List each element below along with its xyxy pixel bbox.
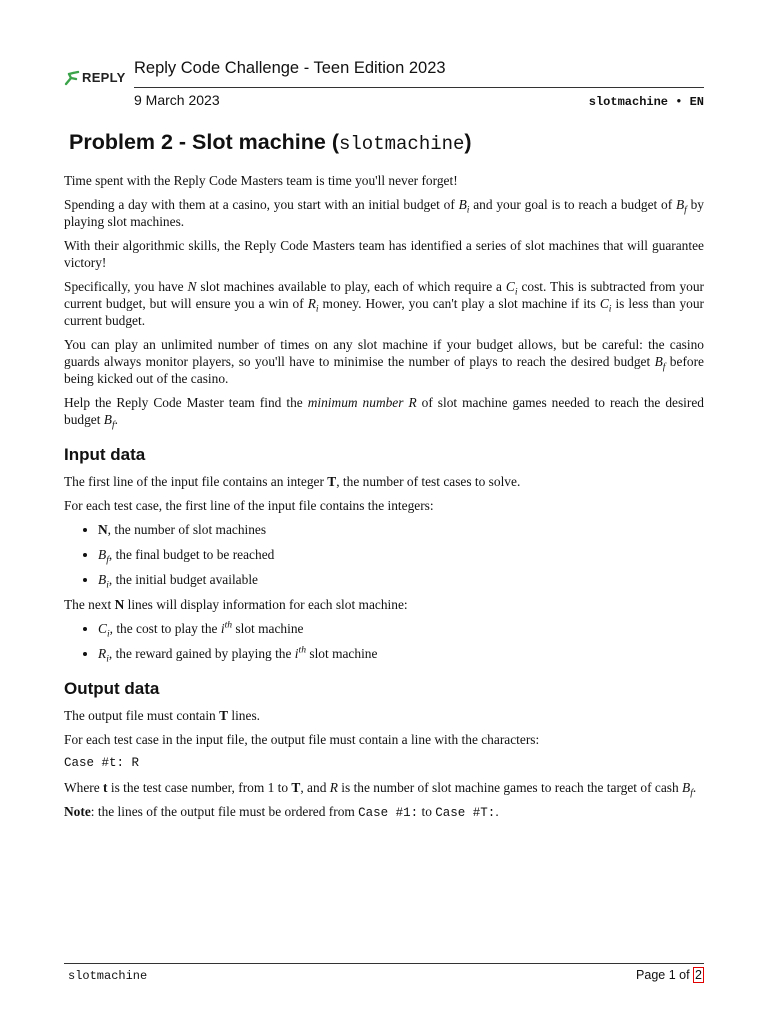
math-r: R: [408, 395, 417, 410]
input-list-2: [64, 619, 704, 665]
text: money. Hower, you can't play a slot machine if its: [318, 296, 600, 311]
math-subscript: f: [111, 419, 115, 431]
math-symbol: B: [654, 354, 663, 369]
page-total-link[interactable]: 2: [695, 968, 702, 982]
math-symbol: R: [307, 296, 316, 311]
output-paragraph-3: [64, 779, 704, 799]
text: before being kicked out of the casino.: [64, 354, 705, 386]
text: , the final budget to be reached: [108, 547, 275, 562]
bold-t-lower: t: [103, 780, 108, 795]
problem-title-suffix: ): [464, 130, 472, 154]
output-format-code: Case #t: R: [64, 756, 140, 770]
math-symbol: C: [599, 296, 609, 311]
text: , the cost to play the: [109, 621, 221, 636]
text: .: [114, 412, 119, 427]
footer-page-number: [636, 968, 704, 982]
math-ci: [98, 621, 110, 640]
problem-title-text: Problem 2 - Slot machine (: [69, 130, 339, 154]
bold-n: N: [114, 597, 125, 612]
intro-paragraph-4: [64, 278, 704, 329]
output-paragraph-1: [64, 707, 704, 724]
math-subscript: f: [106, 554, 109, 566]
text: Specifically, you have: [64, 279, 188, 294]
list-item: [98, 619, 704, 640]
math-ri: [307, 296, 319, 315]
header-title: Reply Code Challenge - Teen Edition 2023: [134, 59, 446, 77]
text: slot machines available to play, each of which require a: [196, 279, 506, 294]
math-symbol: C: [505, 279, 515, 294]
text: lines.: [228, 708, 261, 723]
intro-paragraph-6: [64, 394, 704, 431]
math-subscript: f: [690, 787, 693, 799]
text: The next: [64, 597, 115, 612]
math-symbol: i: [294, 646, 299, 661]
text: , the initial budget available: [108, 572, 258, 587]
text: : the lines of the output file must be ordered from: [90, 804, 359, 819]
footer-problem-name: slotmachine: [68, 969, 148, 983]
input-paragraph-3: [64, 596, 704, 613]
math-symbol: B: [98, 547, 107, 562]
text: slot machine: [306, 646, 378, 661]
header-date: 9 March 2023: [134, 92, 220, 108]
math-bi: [98, 572, 109, 591]
text: is the test case number, from 1 to: [107, 780, 292, 795]
text: Spending a day with them at a casino, you start with an initial budget of: [64, 197, 459, 212]
math-symbol: R: [98, 646, 107, 661]
reply-logo: [64, 68, 126, 88]
text: Where: [64, 780, 104, 795]
math-subscript: i: [514, 286, 518, 298]
list-item: [98, 571, 704, 591]
header-rule: [134, 87, 704, 88]
math-ci: [599, 296, 612, 315]
text: , the reward gained by playing the: [108, 646, 295, 661]
text: You can play an unlimited number of times on any slot machine if your budget allows, but be careful: the casino guards always monitor players, so you'll have to minimise the number of plays to reach the desired budget: [64, 337, 704, 369]
math-subscript: i: [106, 653, 109, 665]
text: cost. This is subtracted from your current budget, but will ensure you a win of: [64, 279, 705, 311]
text: The first line of the input file contains an integer: [64, 474, 328, 489]
intro-paragraph-2: [64, 196, 704, 230]
input-paragraph-2: For each test case, the first line of the input file contains the integers:: [64, 498, 434, 513]
list-item: [98, 521, 704, 538]
math-bf: [103, 412, 115, 431]
inline-code: Case #1:: [358, 806, 419, 820]
math-ri: [98, 646, 109, 665]
text: .: [692, 780, 697, 795]
output-note: [64, 803, 704, 822]
math-subscript: i: [315, 303, 319, 315]
math-superscript: th: [298, 644, 307, 656]
list-item: [98, 546, 704, 566]
emphasis: minimum number: [307, 395, 404, 410]
math-subscript: i: [106, 628, 110, 640]
math-symbol: B: [682, 780, 691, 795]
math-symbol: B: [458, 197, 467, 212]
input-paragraph-1: [64, 473, 704, 490]
note-label: Note: [64, 804, 91, 819]
math-superscript: th: [224, 619, 233, 631]
math-bf: [654, 354, 666, 373]
list-item: [98, 644, 704, 665]
math-symbol: B: [103, 412, 112, 427]
output-data-heading: Output data: [64, 679, 160, 698]
bold-t: T: [327, 474, 337, 489]
math-ci: [505, 279, 518, 298]
text: to: [418, 804, 436, 819]
problem-title: [69, 130, 472, 155]
math-subscript: f: [684, 204, 687, 216]
math-r: R: [329, 780, 338, 795]
bold-t: T: [291, 780, 301, 795]
reply-logo-text: REPLY: [82, 70, 126, 85]
math-symbol: B: [98, 572, 107, 587]
text: of slot machine games needed to reach the desired budget: [64, 395, 704, 427]
math-symbol: B: [675, 197, 685, 212]
page-label: Page 1 of: [636, 968, 694, 982]
problem-title-code: slotmachine: [339, 133, 465, 155]
math-subscript: i: [106, 579, 109, 591]
text: , the number of test cases to solve.: [336, 474, 521, 489]
problem-statement: [64, 172, 704, 829]
intro-paragraph-1: Time spent with the Reply Code Masters team is time you'll never forget!: [64, 173, 458, 188]
intro-paragraph-5: [64, 336, 704, 387]
math-n: N: [187, 279, 197, 294]
text: is the number of slot machine games to reach the target of cash: [337, 780, 683, 795]
footer-rule: [64, 963, 704, 964]
text: lines will display information for each slot machine:: [124, 597, 408, 612]
input-list-1: [64, 521, 704, 591]
intro-paragraph-3: With their algorithmic skills, the Reply Code Masters team has identified a series of slot machines that will guarantee victory!: [64, 238, 704, 270]
text: is less than your current budget.: [64, 296, 704, 328]
math-subscript: i: [608, 303, 612, 315]
text: , the number of slot machines: [107, 522, 267, 537]
bold-n: N: [98, 522, 108, 537]
math-symbol: C: [98, 621, 107, 636]
bold-t: T: [219, 708, 229, 723]
inline-code: Case #T:: [435, 806, 496, 820]
math-bf: [682, 780, 693, 799]
text: , and: [300, 780, 330, 795]
math-ith: [295, 646, 306, 661]
text: by playing slot machines.: [64, 197, 704, 229]
math-bi: [458, 197, 470, 216]
text: .: [495, 804, 499, 819]
input-data-heading: Input data: [64, 445, 146, 464]
math-bf: [675, 197, 687, 216]
math-ith: [221, 621, 232, 636]
text: Help the Reply Code Master team find the: [64, 395, 308, 410]
math-subscript: f: [662, 361, 666, 373]
output-paragraph-2: For each test case in the input file, the output file must contain a line with the characters:: [64, 732, 540, 747]
reply-logo-icon: [64, 70, 80, 86]
header-problem-tag: slotmachine • EN: [588, 95, 704, 109]
math-subscript: i: [466, 204, 470, 216]
math-symbol: i: [220, 621, 225, 636]
text: The output file must contain: [64, 708, 220, 723]
text: and your goal is to reach a budget of: [469, 197, 676, 212]
math-bf: [98, 547, 109, 566]
text: slot machine: [232, 621, 304, 636]
